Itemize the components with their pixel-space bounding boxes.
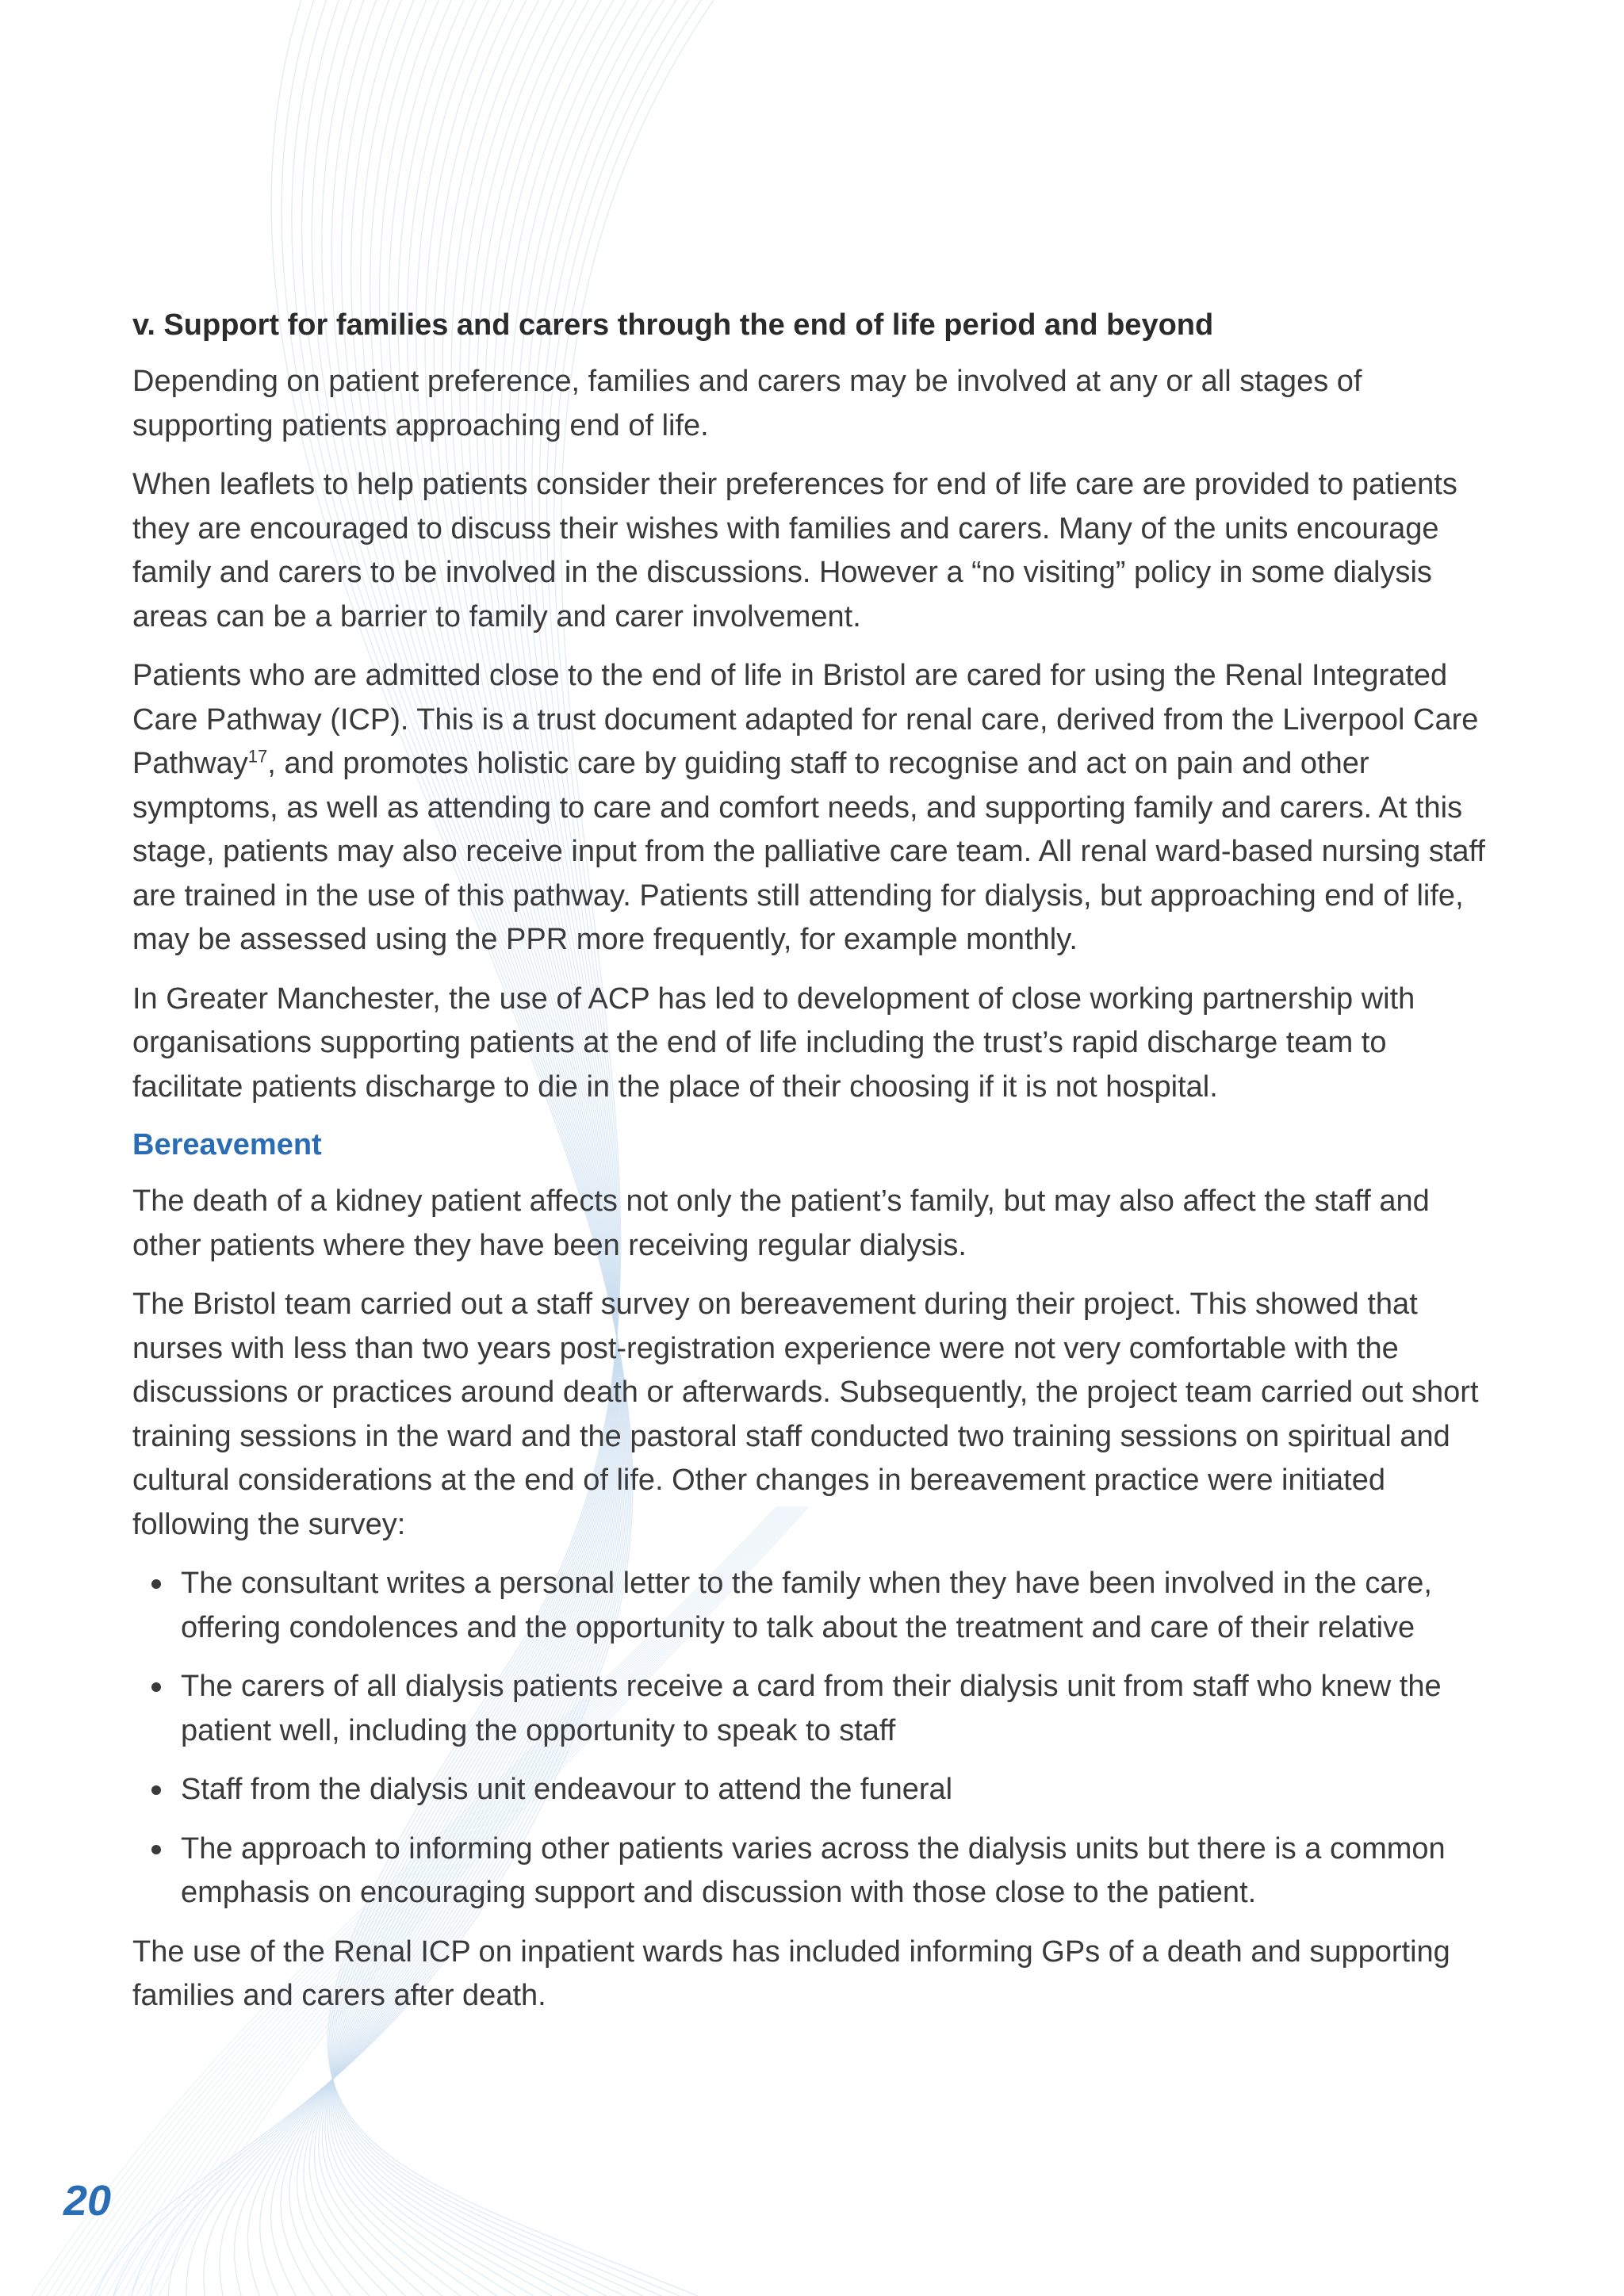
footnote-reference: 17 [247,746,268,767]
bullet-icon [151,1579,161,1589]
bereavement-practice-list [132,1562,1496,1915]
list-item-text: The consultant writes a personal letter to the family when they have been involved in the care, offering condolences and the opportunity to talk about the treatment and care of their relative [181,1567,1432,1644]
bereavement-heading: Bereavement [132,1128,322,1161]
list-item-text: The carers of all dialysis patients receive a card from their dialysis unit from staff who knew the patient well, including the opportunity to speak to staff [181,1670,1442,1747]
paragraph-greater-manchester: In Greater Manchester, the use of ACP has led to development of close working partnership with organisations supporting patients at the end of life including the trust’s rapid discharge team to facilitate patients discharge to die in the place of their choosing if it is not hospital. [132,982,1415,1104]
list-item [132,1768,1496,1812]
icp-text-end: , and promotes holistic care by guiding staff to recognise and act on pain and other symptoms, as well as attending to care and comfort needs, and supporting family and carers. At this stage, patients may also receive input from the palliative care team. All renal ward-based nursing staff are trained in the use of this pathway. Patients still attending for dialysis, but approaching end of life, may be assessed using the PPR more frequently, for example monthly. [132,747,1485,956]
paragraph-leaflets: When leaflets to help patients consider their preferences for end of life care are provided to patients they are encouraged to discuss their wishes with families and carers. Many of the units encourage family and carers to be involved in the discussions. However a “no visiting” policy in some dialysis areas can be a barrier to family and carer involvement. [132,468,1457,633]
icp-text-start: Patients who are admitted close to the end of life in Bristol are cared for using the Renal Integrated Care Pathway (ICP). This is a trust document adapted for renal care, derived from the Liverpool Care Pathway [132,659,1479,780]
section-heading: v. Support for families and carers through the end of life period and beyond [132,308,1214,342]
paragraph-renal-icp [132,654,1496,962]
list-item-text: The approach to informing other patients varies across the dialysis units but there is a common emphasis on encouraging support and discussion with those close to the patient. [181,1831,1446,1909]
list-item [132,1827,1496,1915]
paragraph-bristol-survey: The Bristol team carried out a staff survey on bereavement during their project. This showed that nurses with less than two years post-registration experience were not very comfortable with the discussions or practices around death or afterwards. Subsequently, the project team carried out short training sessions in the ward and the pastoral staff conducted two training sessions on spiritual and cultural considerations at the end of life. Other changes in bereavement practice were initiated following the survey: [132,1288,1479,1541]
list-item [132,1665,1496,1753]
bullet-icon [151,1785,161,1795]
paragraph-kidney-patient-death: The death of a kidney patient affects not only the patient’s family, but may also affect the staff and other patients where they have been receiving regular dialysis. [132,1184,1430,1262]
document-body [132,304,1496,2034]
paragraph-family-involvement: Depending on patient preference, families and carers may be involved at any or all stages of supporting patients approaching end of life. [132,365,1362,442]
bullet-icon [151,1845,161,1854]
page-number: 20 [63,2177,112,2225]
list-item [132,1562,1496,1650]
paragraph-closing: The use of the Renal ICP on inpatient wards has included informing GPs of a death and supporting families and carers after death. [132,1934,1450,2012]
bullet-icon [151,1682,161,1692]
list-item-text: Staff from the dialysis unit endeavour to attend the funeral [181,1773,953,1806]
